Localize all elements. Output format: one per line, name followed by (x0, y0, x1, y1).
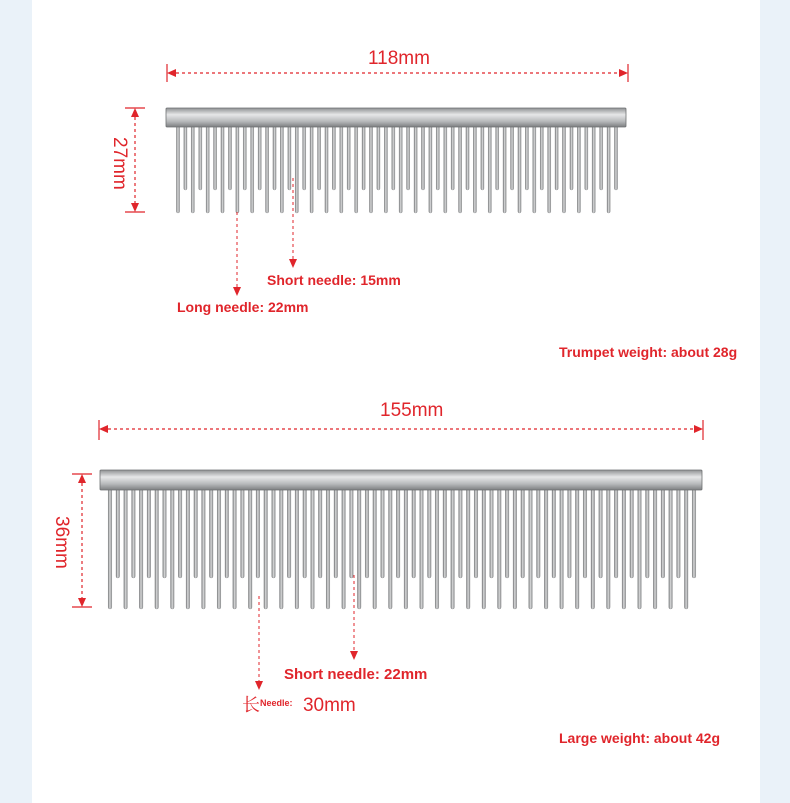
small-comb-tooth (369, 124, 372, 213)
large-comb-tooth (248, 487, 252, 609)
small-comb-tooth (607, 124, 610, 213)
large-comb-tooth (147, 487, 151, 578)
small-comb-tooth (585, 124, 588, 190)
large-comb-tooth (583, 487, 587, 578)
large-comb-tooth (241, 487, 245, 578)
small-comb-tooth (481, 124, 484, 190)
small-comb-tooth (273, 124, 276, 190)
large-comb-tooth (428, 487, 432, 578)
large-comb-tooth (607, 487, 611, 609)
large-weight-label: Large weight: about 42g (559, 730, 721, 746)
small-comb-tooth (243, 124, 246, 190)
large-comb-tooth (451, 487, 455, 609)
small-comb-tooth (511, 124, 514, 190)
small-comb-spine (166, 108, 626, 127)
small-comb-tooth (614, 124, 617, 190)
large-comb-tooth (233, 487, 237, 609)
large-comb-tooth (404, 487, 408, 609)
large-comb-tooth (692, 487, 696, 578)
small-comb-tooth (392, 124, 395, 190)
large-comb-tooth (622, 487, 626, 609)
large-comb-tooth (420, 487, 424, 609)
small-comb-tooth (221, 124, 224, 213)
large-comb-tooth (163, 487, 167, 578)
large-comb-tooth (381, 487, 385, 578)
large-comb-tooth (552, 487, 556, 578)
large-height-dimension (72, 474, 92, 607)
large-comb-tooth (677, 487, 681, 578)
small-comb-tooth (592, 124, 595, 213)
large-comb-spine (100, 470, 702, 490)
large-comb-tooth (342, 487, 346, 609)
small-comb-tooth (518, 124, 521, 213)
small-comb-tooth (236, 124, 239, 213)
small-width-label: 118mm (368, 48, 430, 69)
small-comb-tooth (562, 124, 565, 213)
large-comb-tooth (435, 487, 439, 609)
large-comb-tooth (599, 487, 603, 578)
small-weight-label: Trumpet weight: about 28g (559, 344, 738, 360)
small-comb-tooth (466, 124, 469, 190)
large-comb-tooth (334, 487, 338, 578)
small-comb-tooth (600, 124, 603, 190)
large-comb-tooth (389, 487, 393, 609)
small-comb-tooth (540, 124, 543, 190)
large-comb-tooth (544, 487, 548, 609)
large-comb-tooth (139, 487, 143, 609)
large-comb-tooth (591, 487, 595, 609)
large-comb-tooth (482, 487, 486, 609)
large-comb-tooth (264, 487, 268, 609)
small-comb-tooth (414, 124, 417, 213)
large-comb-tooth (459, 487, 463, 578)
large-comb-tooth (466, 487, 470, 609)
small-comb-tooth (496, 124, 499, 190)
small-comb-tooth (214, 124, 217, 190)
small-comb-tooth (355, 124, 358, 213)
small-comb-tooth (303, 124, 306, 190)
small-comb-tooth (488, 124, 491, 213)
long-needle-small: Needle: (260, 698, 293, 708)
large-comb-tooth (311, 487, 315, 609)
large-comb-tooth (295, 487, 299, 609)
small-comb-tooth (407, 124, 410, 190)
small-comb-tooth (362, 124, 365, 190)
large-comb-tooth (357, 487, 361, 609)
small-comb-tooth (473, 124, 476, 213)
small-height-label: 27mm (109, 137, 130, 190)
large-comb-tooth (365, 487, 369, 578)
large-comb-tooth (280, 487, 284, 609)
large-comb-tooth (638, 487, 642, 609)
large-comb-tooth (178, 487, 182, 578)
large-comb-tooth (326, 487, 330, 609)
small-comb-tooth (570, 124, 573, 190)
large-comb-tooth (194, 487, 198, 578)
large-comb-tooth (521, 487, 525, 578)
large-comb-tooth (505, 487, 509, 578)
large-comb-tooth (186, 487, 190, 609)
small-comb-tooth (191, 124, 194, 213)
small-comb-tooth (525, 124, 528, 190)
large-comb-tooth (669, 487, 673, 609)
large-comb-tooth (513, 487, 517, 609)
large-comb-tooth (202, 487, 206, 609)
small-comb-tooth (199, 124, 202, 190)
small-comb-tooth (384, 124, 387, 213)
small-comb-tooth (176, 124, 179, 213)
large-comb-teeth (108, 487, 696, 609)
small-comb-tooth (399, 124, 402, 213)
small-comb-tooth (421, 124, 424, 190)
large-comb-tooth (171, 487, 175, 609)
large-comb-tooth (443, 487, 447, 578)
large-comb-tooth (684, 487, 688, 609)
large-comb-tooth (132, 487, 136, 578)
large-height-label: 36mm (51, 516, 72, 569)
large-comb-tooth (614, 487, 618, 578)
large-comb-tooth (217, 487, 221, 609)
large-comb-tooth (256, 487, 260, 578)
large-comb-tooth (498, 487, 502, 609)
large-comb-tooth (575, 487, 579, 609)
small-short-needle-label: Short needle: 15mm (267, 272, 401, 288)
small-comb-tooth (310, 124, 313, 213)
large-comb-tooth (653, 487, 657, 609)
large-comb-tooth (396, 487, 400, 578)
small-comb-tooth (451, 124, 454, 190)
large-comb-tooth (350, 487, 354, 578)
small-comb-tooth (318, 124, 321, 190)
small-comb-tooth (577, 124, 580, 213)
small-comb-tooth (184, 124, 187, 190)
large-comb-tooth (108, 487, 112, 609)
small-comb-tooth (325, 124, 328, 213)
small-comb-tooth (436, 124, 439, 190)
small-comb-tooth (459, 124, 462, 213)
large-comb-tooth (537, 487, 541, 578)
large-comb-tooth (490, 487, 494, 578)
large-comb-tooth (568, 487, 572, 578)
large-width-dimension (99, 420, 703, 440)
small-comb-tooth (332, 124, 335, 190)
large-comb-tooth (560, 487, 564, 609)
small-comb-tooth (295, 124, 298, 213)
large-comb-tooth (412, 487, 416, 578)
small-comb-tooth (280, 124, 283, 213)
large-comb-tooth (287, 487, 291, 578)
small-comb-tooth (206, 124, 209, 213)
small-comb-teeth (176, 124, 617, 213)
large-comb-tooth (661, 487, 665, 578)
large-long-needle-label (242, 691, 356, 717)
small-comb-tooth (258, 124, 261, 190)
small-comb-tooth (444, 124, 447, 213)
large-comb-tooth (272, 487, 276, 578)
large-comb-tooth (116, 487, 120, 578)
small-comb-tooth (555, 124, 558, 190)
long-needle-prefix: 长 (242, 695, 260, 716)
small-comb-tooth (266, 124, 269, 213)
large-comb-tooth (225, 487, 229, 578)
small-comb-tooth (377, 124, 380, 190)
small-comb-tooth (288, 124, 291, 190)
small-comb-tooth (503, 124, 506, 213)
large-short-needle-label: Short needle: 22mm (284, 666, 428, 683)
large-comb-tooth (318, 487, 322, 578)
small-comb-tooth (251, 124, 254, 213)
large-comb-tooth (630, 487, 634, 578)
large-comb-tooth (124, 487, 128, 609)
large-comb-tooth (155, 487, 159, 609)
long-needle-value: 30mm (302, 695, 356, 716)
small-comb-tooth (429, 124, 432, 213)
small-comb-tooth (548, 124, 551, 213)
small-comb-tooth (340, 124, 343, 213)
large-comb-tooth (373, 487, 377, 609)
large-comb-tooth (303, 487, 307, 578)
large-comb-tooth (529, 487, 533, 609)
small-comb-tooth (228, 124, 231, 190)
large-comb-tooth (474, 487, 478, 578)
small-comb-tooth (347, 124, 350, 190)
large-width-label: 155mm (380, 400, 444, 421)
large-comb-tooth (209, 487, 213, 578)
small-comb-tooth (533, 124, 536, 213)
large-comb-tooth (646, 487, 650, 578)
small-long-needle-label: Long needle: 22mm (177, 299, 309, 315)
